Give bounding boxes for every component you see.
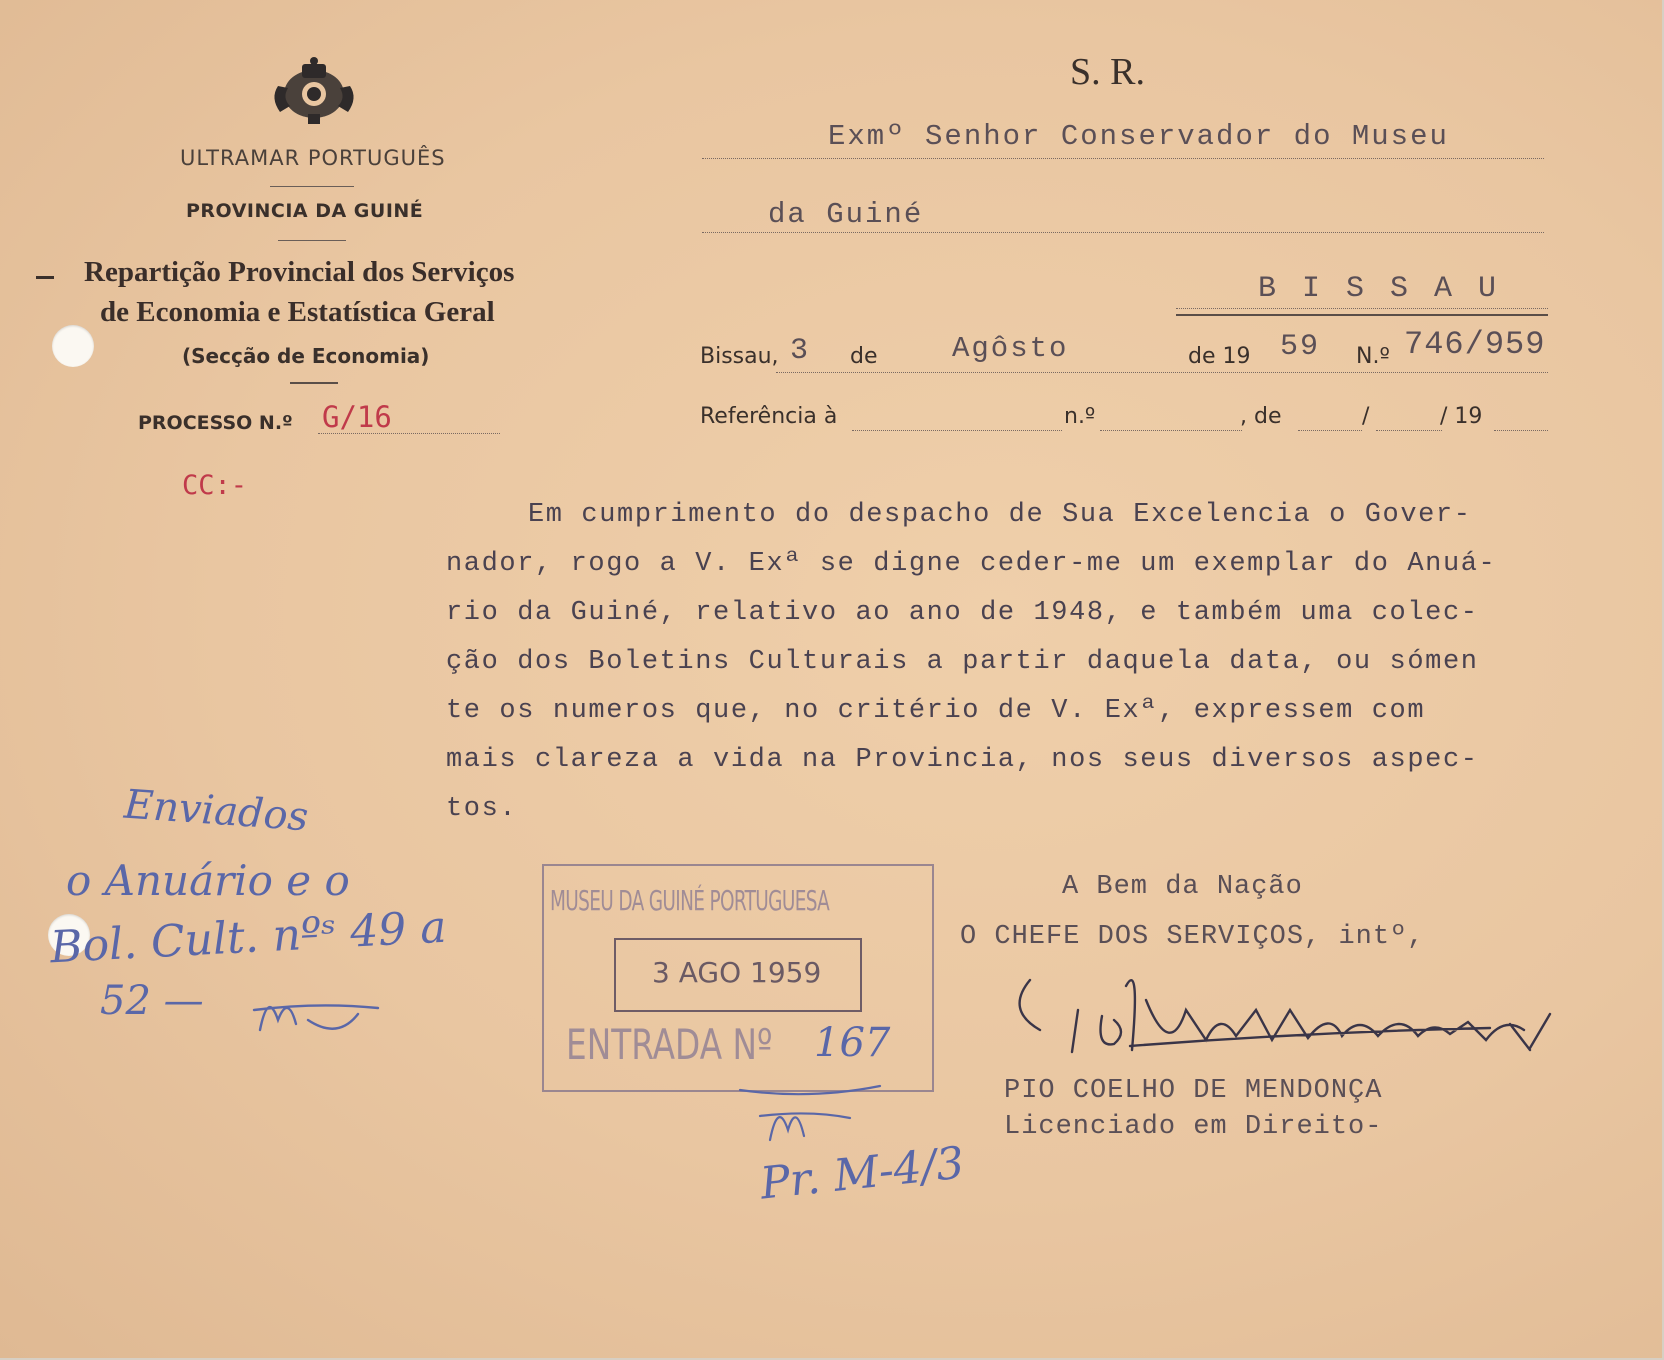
reference-de-label: , de [1240, 404, 1282, 429]
body-line-6: mais clareza a vida na Provincia, nos seus diversos aspec- [446, 745, 1479, 775]
reference-dotline-5 [1494, 430, 1548, 431]
city-underline [1176, 314, 1548, 316]
org-line-1: ULTRAMAR PORTUGUÊS [180, 146, 446, 170]
punch-hole-top [52, 325, 94, 367]
body-line-5: te os numeros que, no critério de V. Exª, expressem com [446, 696, 1426, 726]
hand-mark-under-stamp [730, 1080, 890, 1150]
date-year-prefix: de 19 [1188, 344, 1251, 369]
number-value: 746/959 [1404, 326, 1546, 363]
body-line-1: Em cumprimento do despacho de Sua Excelencia o Gover- [528, 500, 1472, 530]
closing-title: Licenciado em Direito- [1004, 1112, 1383, 1142]
hand-note-line-2: o Anuário e o [66, 856, 350, 905]
reference-no-label: n.º [1064, 404, 1096, 429]
date-month: Agôsto [952, 332, 1069, 365]
dept-line-2: de Economia e Estatística Geral [100, 296, 495, 328]
reference-dotline-1 [852, 430, 1062, 431]
addressee-dotline-2 [702, 232, 1544, 233]
processo-value: G/16 [322, 400, 392, 434]
stamp-date-box [614, 938, 862, 1012]
date-day: 3 [790, 334, 811, 368]
sr-mark: S. R. [1070, 51, 1145, 93]
museum-stamp [542, 864, 934, 1092]
org-line-2: PROVINCIA DA GUINÉ [186, 200, 424, 222]
processo-label: PROCESSO N.º [138, 412, 293, 434]
date-de: de [850, 344, 878, 369]
dash-mark [36, 276, 54, 279]
reference-dotline-3 [1298, 430, 1362, 431]
hand-note-bottom: Pr. M-4/3 [757, 1137, 967, 1210]
date-place: Bissau, [700, 344, 779, 369]
cc-label: CC:- [182, 470, 248, 501]
date-dotline [776, 372, 1548, 373]
addressee-line-1: Exmº Senhor Conservador do Museu [828, 120, 1449, 153]
hand-note-line-3: Bol. Cult. nºˢ 49 a [48, 901, 448, 974]
signature [1010, 940, 1620, 1070]
stamp-date: 3 AGO 1959 [652, 956, 822, 989]
body-line-4: ção dos Boletins Culturais a partir daquela data, ou sómen [446, 647, 1479, 677]
addressee-dotline-1 [702, 158, 1544, 159]
stamp-entrada-label: ENTRADA Nº [566, 1020, 773, 1069]
stamp-entrada-value: 167 [814, 1020, 891, 1066]
reference-dotline-2 [1100, 430, 1242, 431]
closing-role: O CHEFE DOS SERVIÇOS, intº, [960, 922, 1425, 952]
reference-slash-2: / 19 [1440, 404, 1483, 429]
processo-dotline [318, 433, 500, 434]
date-year-suffix: 59 [1280, 330, 1321, 364]
addressee-city: B I S S A U [1258, 272, 1501, 306]
hand-initials [248, 980, 388, 1040]
reference-label: Referência à [700, 404, 838, 429]
coat-of-arms-icon [268, 56, 360, 126]
reference-dotline-4 [1376, 430, 1442, 431]
addressee-line-2: da Guiné [768, 198, 924, 231]
number-label: N.º [1356, 344, 1390, 369]
body-line-2: nador, rogo a V. Exª se digne ceder-me um exemplar do Anuá- [446, 549, 1497, 579]
city-dotline [1176, 308, 1548, 309]
reference-slash-1: / [1362, 404, 1370, 429]
body-line-7: tos. [446, 794, 518, 824]
closing-name: PIO COELHO DE MENDONÇA [1004, 1076, 1383, 1106]
dept-line-1: Repartição Provincial dos Serviços [84, 256, 515, 288]
hand-note-line-1: Enviados [122, 781, 310, 841]
closing-salutation: A Bem da Nação [1062, 872, 1303, 902]
letterhead-rule-3 [290, 382, 338, 384]
section-name: (Secção de Economia) [182, 344, 430, 368]
body-line-3: rio da Guiné, relativo ao ano de 1948, e também uma colec- [446, 598, 1479, 628]
stamp-top-text: MUSEU DA GUINÉ PORTUGUESA [550, 884, 830, 917]
letterhead-rule-1 [270, 186, 354, 187]
hand-note-line-4: 52 — [100, 978, 204, 1024]
letterhead-rule-2 [278, 240, 346, 241]
